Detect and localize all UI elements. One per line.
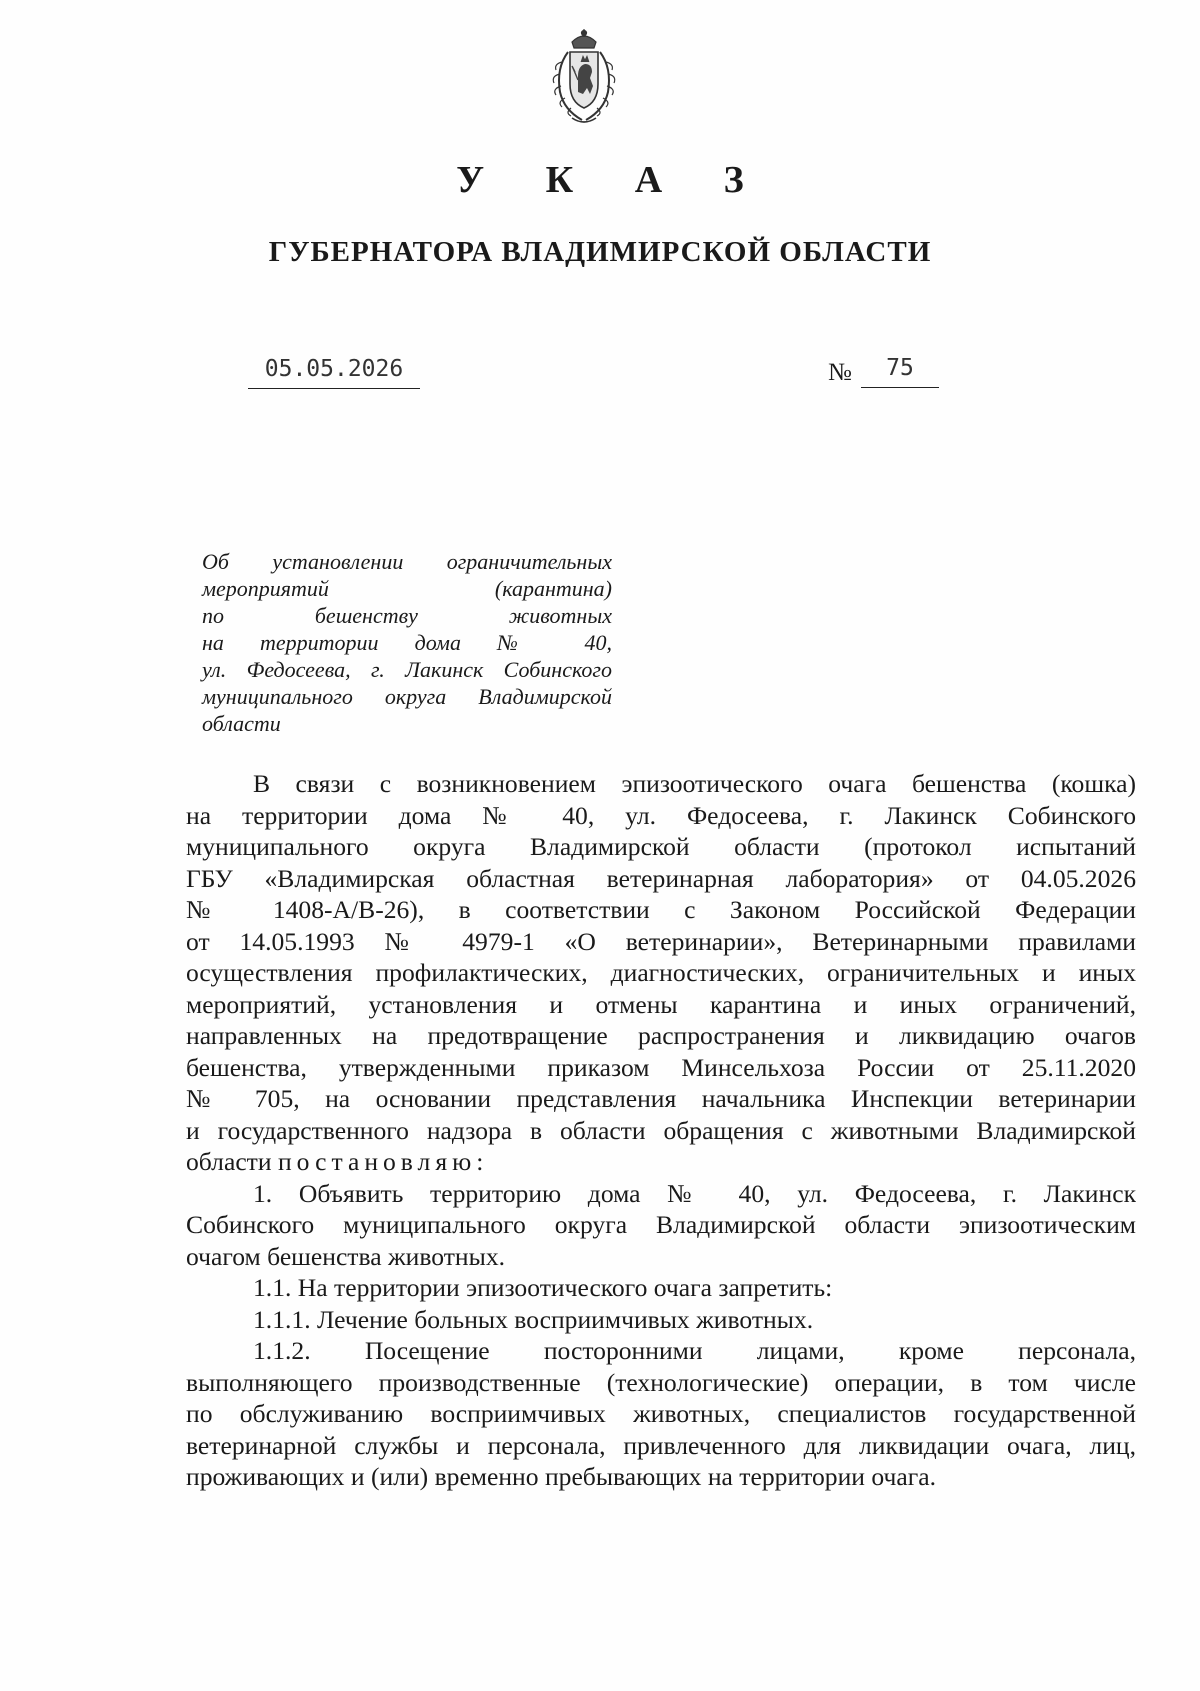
preamble-line: осуществления профилактических, диагностических, ограничительных и иных bbox=[186, 958, 1136, 987]
number-sign: № bbox=[828, 359, 852, 386]
subject-line: мероприятий (карантина) bbox=[202, 576, 612, 601]
preamble-line: направленных на предотвращение распространения и ликвидацию очагов bbox=[186, 1021, 1136, 1050]
preamble-closing-line bbox=[186, 1146, 1136, 1178]
decree-subject bbox=[202, 548, 612, 737]
preamble-line: мероприятий, установления и отмены карантина и иных ограничений, bbox=[186, 989, 1136, 1019]
subject-line: муниципального округа Владимирской bbox=[202, 684, 612, 709]
subject-line: по бешенству животных bbox=[202, 603, 612, 628]
item-1-1-2-line: проживающих и (или) временно пребывающих на территории очага. bbox=[186, 1462, 936, 1491]
subject-line: на территории дома № 40, bbox=[202, 630, 612, 655]
preamble-line: и государственного надзора в области обращения с животными Владимирской bbox=[186, 1115, 1136, 1145]
preamble-line: № 1408-А/В-26), в соответствии с Законом Российской Федерации bbox=[186, 895, 1136, 924]
item-1-1-2-line: ветеринарной службы и персонала, привлеченного для ликвидации очага, лиц, bbox=[186, 1430, 1136, 1460]
decree-resolution-word: постановляю: bbox=[277, 1147, 489, 1176]
decree-date: 05.05.2026 bbox=[248, 352, 420, 389]
subject-line: области bbox=[202, 711, 281, 736]
item-1-1-2-line: выполняющего производственные (технологические) операции, в том числе bbox=[186, 1367, 1136, 1397]
preamble-line: от 14.05.1993 № 4979-1 «О ветеринарии», Ветеринарными правилами bbox=[186, 926, 1136, 956]
preamble-line: № 705, на основании представления начальника Инспекции ветеринарии bbox=[186, 1084, 1136, 1113]
decree-body bbox=[186, 768, 1136, 1493]
preamble-line: бешенства, утвержденными приказом Минсельхоза России от 25.11.2020 bbox=[186, 1052, 1136, 1082]
item-1-1: 1.1. На территории эпизоотического очага запретить: bbox=[253, 1273, 833, 1302]
preamble-line: В связи с возникновением эпизоотического очага бешенства (кошка) bbox=[253, 769, 1136, 798]
subject-line: ул. Федосеева, г. Лакинск Собинского bbox=[202, 657, 612, 682]
item-1-1-1: 1.1.1. Лечение больных восприимчивых животных. bbox=[253, 1304, 814, 1334]
item-1-1-2-line: 1.1.2. Посещение посторонними лицами, кроме персонала, bbox=[253, 1336, 1136, 1365]
decree-number: 75 bbox=[861, 351, 939, 388]
subject-line: Об установлении ограничительных bbox=[202, 549, 612, 574]
item-1-line: 1. Объявить территорию дома № 40, ул. Федосеева, г. Лакинск bbox=[253, 1178, 1136, 1208]
item-1-line: Собинского муниципального округа Владимирской области эпизоотическим bbox=[186, 1210, 1136, 1239]
preamble-line: на территории дома № 40, ул. Федосеева, г. Лакинск Собинского bbox=[186, 800, 1136, 830]
preamble-line: ГБУ «Владимирская областная ветеринарная лаборатория» от 04.05.2026 bbox=[186, 863, 1136, 893]
preamble-closing-prefix: области bbox=[186, 1147, 272, 1176]
issuer-heading: ГУБЕРНАТОРА ВЛАДИМИРСКОЙ ОБЛАСТИ bbox=[268, 236, 932, 268]
item-1-line: очагом бешенства животных. bbox=[186, 1241, 506, 1271]
item-1-1-2-line: по обслуживанию восприимчивых животных, специалистов государственной bbox=[186, 1399, 1136, 1428]
coat-of-arms-emblem bbox=[538, 28, 630, 128]
preamble-line: муниципального округа Владимирской области (протокол испытаний bbox=[186, 832, 1136, 861]
decree-title: У К А З bbox=[456, 159, 770, 201]
